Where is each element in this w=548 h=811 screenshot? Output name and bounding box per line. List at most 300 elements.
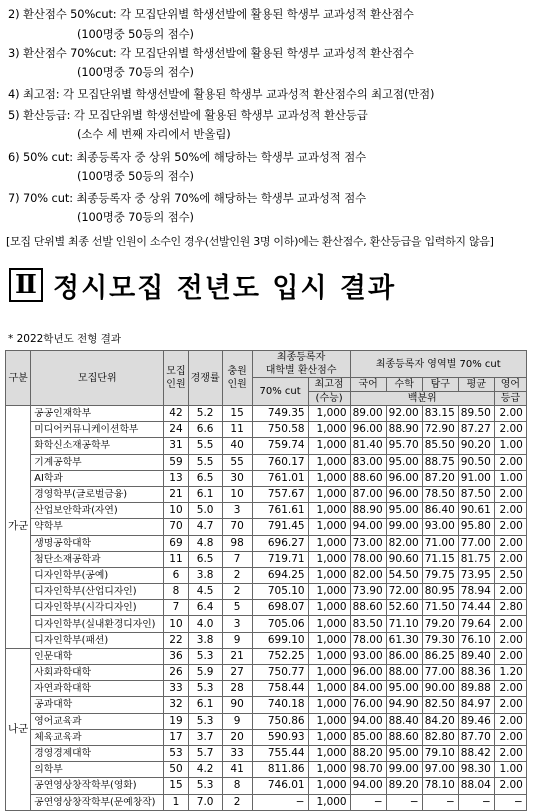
english-cell: − [494, 794, 526, 810]
max-cell: 1,000 [308, 519, 350, 535]
table-row [6, 632, 527, 648]
ratio-cell: 6.1 [188, 486, 222, 502]
avg-cell: 90.61 [458, 503, 494, 519]
added-cell: 3 [222, 616, 252, 632]
avg-cell: 87.50 [458, 486, 494, 502]
math-cell: 92.00 [386, 406, 422, 422]
header-added [222, 351, 252, 406]
quota-cell: 69 [164, 535, 188, 551]
english-cell: 2.00 [494, 729, 526, 745]
unit-cell: 공연영상창작학부(문예창작) [31, 794, 164, 810]
inquiry-cell: 82.80 [422, 729, 458, 745]
unit-cell: 공공인재학부 [31, 406, 164, 422]
inquiry-cell: 80.95 [422, 584, 458, 600]
english-cell: 2.00 [494, 486, 526, 502]
ratio-cell: 4.7 [188, 519, 222, 535]
added-cell: 21 [222, 648, 252, 664]
note-line: 2) 환산점수 50%cut: 각 모집단위별 학생선발에 활용된 학생부 교과성적 환산점수 [8, 7, 414, 21]
quota-cell: 36 [164, 648, 188, 664]
unit-cell: 첨단소재공학과 [31, 551, 164, 567]
header-english: 영어 [494, 378, 526, 392]
korean-cell: 81.40 [350, 438, 386, 454]
inquiry-cell: 85.50 [422, 438, 458, 454]
note-line: (100명중 50등의 점수) [77, 27, 194, 41]
cut70-cell: 760.17 [252, 454, 308, 470]
cut70-cell: 705.10 [252, 584, 308, 600]
english-cell: 1.00 [494, 762, 526, 778]
header-suneung: (수능) [308, 392, 350, 406]
cut70-cell: 761.61 [252, 503, 308, 519]
ratio-cell: 5.9 [188, 665, 222, 681]
max-cell: 1,000 [308, 503, 350, 519]
math-cell: 99.00 [386, 762, 422, 778]
avg-cell: 88.36 [458, 665, 494, 681]
added-cell: 70 [222, 519, 252, 535]
quota-cell: 53 [164, 745, 188, 761]
table-row [6, 567, 527, 583]
english-cell: 2.00 [494, 422, 526, 438]
quota-cell: 19 [164, 713, 188, 729]
max-cell: 1,000 [308, 632, 350, 648]
quota-cell: 6 [164, 567, 188, 583]
table-row [6, 454, 527, 470]
ratio-cell: 7.0 [188, 794, 222, 810]
table-row [6, 616, 527, 632]
added-cell: 7 [222, 551, 252, 567]
cut70-cell: 696.27 [252, 535, 308, 551]
quota-cell: 26 [164, 665, 188, 681]
table-row [6, 600, 527, 616]
inquiry-cell: 71.15 [422, 551, 458, 567]
ratio-cell: 5.0 [188, 503, 222, 519]
quota-cell: 42 [164, 406, 188, 422]
math-cell: 88.40 [386, 713, 422, 729]
math-cell: 95.00 [386, 454, 422, 470]
header-math: 수학 [386, 378, 422, 392]
korean-cell: 87.00 [350, 486, 386, 502]
cut70-cell: 749.35 [252, 406, 308, 422]
inquiry-cell: 86.25 [422, 648, 458, 664]
header-avg: 평균 [458, 378, 494, 392]
header-added-l2: 인원 [227, 379, 247, 390]
math-cell: 71.10 [386, 616, 422, 632]
inquiry-cell: 93.00 [422, 519, 458, 535]
avg-cell: − [458, 794, 494, 810]
header-quota [164, 351, 188, 406]
cut70-cell: 761.01 [252, 470, 308, 486]
avg-cell: 89.88 [458, 681, 494, 697]
group-cell: 나군 [6, 648, 31, 810]
avg-cell: 74.44 [458, 600, 494, 616]
quota-cell: 24 [164, 422, 188, 438]
cut70-cell: 699.10 [252, 632, 308, 648]
cut70-cell: 759.74 [252, 438, 308, 454]
english-cell: 1.00 [494, 470, 526, 486]
max-cell: 1,000 [308, 729, 350, 745]
unit-cell: 공연영상창작학부(영화) [31, 778, 164, 794]
quota-cell: 59 [164, 454, 188, 470]
note-line: (100명중 70등의 점수) [77, 210, 194, 224]
cut70-cell: − [252, 794, 308, 810]
english-cell: 2.00 [494, 584, 526, 600]
math-cell: 61.30 [386, 632, 422, 648]
note-line: (100명중 50등의 점수) [77, 169, 194, 183]
math-cell: 89.20 [386, 778, 422, 794]
table-row [6, 697, 527, 713]
unit-cell: 미디어커뮤니케이션학부 [31, 422, 164, 438]
unit-cell: 자연과학대학 [31, 681, 164, 697]
note-line: 5) 환산등급: 각 모집단위별 학생선발에 활용된 학생부 교과성적 환산등급 [8, 108, 368, 122]
inquiry-cell: 78.50 [422, 486, 458, 502]
english-cell: 2.00 [494, 648, 526, 664]
korean-cell: 98.70 [350, 762, 386, 778]
korean-cell: 76.00 [350, 697, 386, 713]
ratio-cell: 5.7 [188, 745, 222, 761]
quota-cell: 8 [164, 584, 188, 600]
quota-cell: 31 [164, 438, 188, 454]
max-cell: 1,000 [308, 486, 350, 502]
cut70-cell: 758.44 [252, 681, 308, 697]
avg-cell: 98.30 [458, 762, 494, 778]
header-grade: 등급 [494, 392, 526, 406]
quota-cell: 11 [164, 551, 188, 567]
cut70-cell: 746.01 [252, 778, 308, 794]
inquiry-cell: 79.30 [422, 632, 458, 648]
table-row [6, 713, 527, 729]
note-line: 7) 70% cut: 최종등록자 중 상위 70%에 해당하는 학생부 교과성적 점수 [8, 191, 366, 205]
quota-cell: 21 [164, 486, 188, 502]
english-cell: 2.00 [494, 535, 526, 551]
added-cell: 5 [222, 600, 252, 616]
ratio-cell: 5.3 [188, 648, 222, 664]
korean-cell: 88.60 [350, 600, 386, 616]
added-cell: 2 [222, 584, 252, 600]
avg-cell: 73.95 [458, 567, 494, 583]
quota-cell: 50 [164, 762, 188, 778]
header-final-reg-l2: 대학별 환산점수 [265, 365, 337, 376]
added-cell: 8 [222, 778, 252, 794]
unit-cell: 인문대학 [31, 648, 164, 664]
quota-cell: 15 [164, 778, 188, 794]
note-line: 3) 환산점수 70%cut: 각 모집단위별 학생선발에 활용된 학생부 교과성적 환산점수 [8, 46, 414, 60]
added-cell: 10 [222, 486, 252, 502]
avg-cell: 89.50 [458, 406, 494, 422]
cut70-cell: 755.44 [252, 745, 308, 761]
ratio-cell: 5.3 [188, 713, 222, 729]
cut70-cell: 752.25 [252, 648, 308, 664]
ratio-cell: 5.5 [188, 454, 222, 470]
header-final-reg-l1: 최종등록자 [276, 352, 326, 363]
quota-cell: 70 [164, 519, 188, 535]
header-final-reg [252, 351, 350, 378]
ratio-cell: 6.6 [188, 422, 222, 438]
max-cell: 1,000 [308, 422, 350, 438]
unit-cell: AI학과 [31, 470, 164, 486]
table-body [6, 406, 527, 811]
table-row [6, 406, 527, 422]
unit-cell: 경영학부(글로벌금융) [31, 486, 164, 502]
korean-cell: 88.60 [350, 470, 386, 486]
avg-cell: 90.20 [458, 438, 494, 454]
header-percentile: 백분위 [350, 392, 494, 406]
english-cell: 2.00 [494, 713, 526, 729]
ratio-cell: 3.8 [188, 567, 222, 583]
avg-cell: 88.04 [458, 778, 494, 794]
table-row [6, 745, 527, 761]
korean-cell: 78.00 [350, 551, 386, 567]
header-korean: 국어 [350, 378, 386, 392]
quota-cell: 17 [164, 729, 188, 745]
section-number-box: Ⅱ [9, 268, 43, 302]
added-cell: 30 [222, 470, 252, 486]
korean-cell: 94.00 [350, 519, 386, 535]
max-cell: 1,000 [308, 697, 350, 713]
math-cell: 54.50 [386, 567, 422, 583]
avg-cell: 81.75 [458, 551, 494, 567]
math-cell: 72.00 [386, 584, 422, 600]
avg-cell: 87.27 [458, 422, 494, 438]
added-cell: 20 [222, 729, 252, 745]
english-cell: 1.00 [494, 438, 526, 454]
ratio-cell: 5.3 [188, 778, 222, 794]
korean-cell: 84.00 [350, 681, 386, 697]
inquiry-cell: 97.00 [422, 762, 458, 778]
table-row [6, 778, 527, 794]
header-ratio: 경쟁률 [188, 351, 222, 406]
math-cell: 95.00 [386, 681, 422, 697]
table-row [6, 648, 527, 664]
english-cell: 2.00 [494, 454, 526, 470]
header-group: 구분 [6, 351, 31, 406]
avg-cell: 78.94 [458, 584, 494, 600]
math-cell: − [386, 794, 422, 810]
quota-cell: 1 [164, 794, 188, 810]
ratio-cell: 6.5 [188, 551, 222, 567]
inquiry-cell: 84.20 [422, 713, 458, 729]
header-max: 최고점 [308, 378, 350, 392]
unit-cell: 체육교육과 [31, 729, 164, 745]
english-cell: 2.00 [494, 551, 526, 567]
header-cut70: 70% cut [252, 378, 308, 406]
math-cell: 95.70 [386, 438, 422, 454]
cut70-cell: 740.18 [252, 697, 308, 713]
inquiry-cell: 79.20 [422, 616, 458, 632]
math-cell: 95.00 [386, 503, 422, 519]
math-cell: 88.00 [386, 665, 422, 681]
cut70-cell: 694.25 [252, 567, 308, 583]
ratio-cell: 4.8 [188, 535, 222, 551]
english-cell: 2.50 [494, 567, 526, 583]
table-row [6, 503, 527, 519]
english-cell: 2.00 [494, 681, 526, 697]
cut70-cell: 750.86 [252, 713, 308, 729]
korean-cell: − [350, 794, 386, 810]
ratio-cell: 6.1 [188, 697, 222, 713]
table-row [6, 794, 527, 810]
cut70-cell: 750.77 [252, 665, 308, 681]
unit-cell: 약학부 [31, 519, 164, 535]
inquiry-cell: 78.10 [422, 778, 458, 794]
table-row [6, 438, 527, 454]
ratio-cell: 5.3 [188, 681, 222, 697]
unit-cell: 생명공학대학 [31, 535, 164, 551]
note-line: (소수 세 번째 자리에서 반올림) [77, 127, 231, 141]
unit-cell: 기계공학부 [31, 454, 164, 470]
math-cell: 95.00 [386, 745, 422, 761]
unit-cell: 화학신소재공학부 [31, 438, 164, 454]
avg-cell: 91.00 [458, 470, 494, 486]
ratio-cell: 6.5 [188, 470, 222, 486]
english-cell: 1.20 [494, 665, 526, 681]
table-row [6, 470, 527, 486]
header-unit: 모집단위 [31, 351, 164, 406]
unit-cell: 사회과학대학 [31, 665, 164, 681]
max-cell: 1,000 [308, 794, 350, 810]
unit-cell: 영어교육과 [31, 713, 164, 729]
quota-cell: 10 [164, 503, 188, 519]
unit-cell: 공과대학 [31, 697, 164, 713]
korean-cell: 88.20 [350, 745, 386, 761]
table-row [6, 551, 527, 567]
added-cell: 27 [222, 665, 252, 681]
avg-cell: 95.80 [458, 519, 494, 535]
added-cell: 55 [222, 454, 252, 470]
max-cell: 1,000 [308, 713, 350, 729]
max-cell: 1,000 [308, 762, 350, 778]
table-row [6, 762, 527, 778]
header-added-l1: 충원 [227, 366, 247, 377]
max-cell: 1,000 [308, 535, 350, 551]
cut70-cell: 698.07 [252, 600, 308, 616]
korean-cell: 96.00 [350, 665, 386, 681]
section-heading [9, 265, 396, 305]
cut70-cell: 705.06 [252, 616, 308, 632]
avg-cell: 88.42 [458, 745, 494, 761]
unit-cell: 산업보안학과(자연) [31, 503, 164, 519]
inquiry-cell: 83.15 [422, 406, 458, 422]
inquiry-cell: − [422, 794, 458, 810]
max-cell: 1,000 [308, 665, 350, 681]
group-cell: 가군 [6, 406, 31, 649]
inquiry-cell: 79.10 [422, 745, 458, 761]
added-cell: 11 [222, 422, 252, 438]
math-cell: 88.90 [386, 422, 422, 438]
table-row [6, 681, 527, 697]
korean-cell: 78.00 [350, 632, 386, 648]
quota-cell: 7 [164, 600, 188, 616]
inquiry-cell: 86.40 [422, 503, 458, 519]
inquiry-cell: 72.90 [422, 422, 458, 438]
avg-cell: 77.00 [458, 535, 494, 551]
added-cell: 98 [222, 535, 252, 551]
added-cell: 9 [222, 632, 252, 648]
header-quota-l2: 인원 [166, 379, 186, 390]
cut70-cell: 791.45 [252, 519, 308, 535]
cut70-cell: 590.93 [252, 729, 308, 745]
math-cell: 88.60 [386, 729, 422, 745]
ratio-cell: 4.5 [188, 584, 222, 600]
note-line: 4) 최고점: 각 모집단위별 학생선발에 활용된 학생부 교과성적 환산점수의 최고점(만점) [8, 87, 435, 101]
english-cell: 2.00 [494, 632, 526, 648]
quota-cell: 22 [164, 632, 188, 648]
korean-cell: 73.00 [350, 535, 386, 551]
table-row [6, 729, 527, 745]
max-cell: 1,000 [308, 438, 350, 454]
quota-cell: 13 [164, 470, 188, 486]
inquiry-cell: 82.50 [422, 697, 458, 713]
note-line: 6) 50% cut: 최종등록자 중 상위 50%에 해당하는 학생부 교과성적 점수 [8, 150, 366, 164]
table-row [6, 486, 527, 502]
added-cell: 9 [222, 713, 252, 729]
added-cell: 2 [222, 794, 252, 810]
added-cell: 15 [222, 406, 252, 422]
added-cell: 2 [222, 567, 252, 583]
unit-cell: 디자인학부(공예) [31, 567, 164, 583]
table-caption: * 2022학년도 전형 결과 [8, 333, 121, 345]
korean-cell: 82.00 [350, 567, 386, 583]
math-cell: 99.00 [386, 519, 422, 535]
max-cell: 1,000 [308, 454, 350, 470]
ratio-cell: 4.2 [188, 762, 222, 778]
avg-cell: 87.70 [458, 729, 494, 745]
math-cell: 90.60 [386, 551, 422, 567]
korean-cell: 93.00 [350, 648, 386, 664]
unit-cell: 경영경제대학 [31, 745, 164, 761]
inquiry-cell: 71.50 [422, 600, 458, 616]
section-title: 정시모집 전년도 입시 결과 [53, 272, 397, 304]
added-cell: 28 [222, 681, 252, 697]
added-cell: 40 [222, 438, 252, 454]
unit-cell: 디자인학부(패션) [31, 632, 164, 648]
inquiry-cell: 79.75 [422, 567, 458, 583]
english-cell: 2.80 [494, 600, 526, 616]
ratio-cell: 6.4 [188, 600, 222, 616]
max-cell: 1,000 [308, 648, 350, 664]
cut70-cell: 757.67 [252, 486, 308, 502]
math-cell: 82.00 [386, 535, 422, 551]
table-row [6, 519, 527, 535]
inquiry-cell: 77.00 [422, 665, 458, 681]
unit-cell: 디자인학부(시각디자인) [31, 600, 164, 616]
ratio-cell: 3.7 [188, 729, 222, 745]
avg-cell: 90.50 [458, 454, 494, 470]
quota-cell: 10 [164, 616, 188, 632]
ratio-cell: 5.5 [188, 438, 222, 454]
korean-cell: 96.00 [350, 422, 386, 438]
korean-cell: 94.00 [350, 713, 386, 729]
added-cell: 90 [222, 697, 252, 713]
english-cell: 2.00 [494, 697, 526, 713]
korean-cell: 85.00 [350, 729, 386, 745]
cut70-cell: 719.71 [252, 551, 308, 567]
table-row [6, 584, 527, 600]
unit-cell: 디자인학부(산업디자인) [31, 584, 164, 600]
korean-cell: 73.90 [350, 584, 386, 600]
cut70-cell: 750.58 [252, 422, 308, 438]
table-row [6, 422, 527, 438]
selection-note: [모집 단위별 최종 선발 인원이 소수인 경우(선발인원 3명 이하)에는 환산점수, 환산등급을 입력하지 않음] [6, 235, 494, 248]
math-cell: 96.00 [386, 470, 422, 486]
max-cell: 1,000 [308, 616, 350, 632]
english-cell: 2.00 [494, 406, 526, 422]
cut70-cell: 811.86 [252, 762, 308, 778]
note-line: (100명중 70등의 점수) [77, 65, 194, 79]
korean-cell: 88.90 [350, 503, 386, 519]
max-cell: 1,000 [308, 745, 350, 761]
avg-cell: 79.64 [458, 616, 494, 632]
table-row [6, 665, 527, 681]
math-cell: 86.00 [386, 648, 422, 664]
